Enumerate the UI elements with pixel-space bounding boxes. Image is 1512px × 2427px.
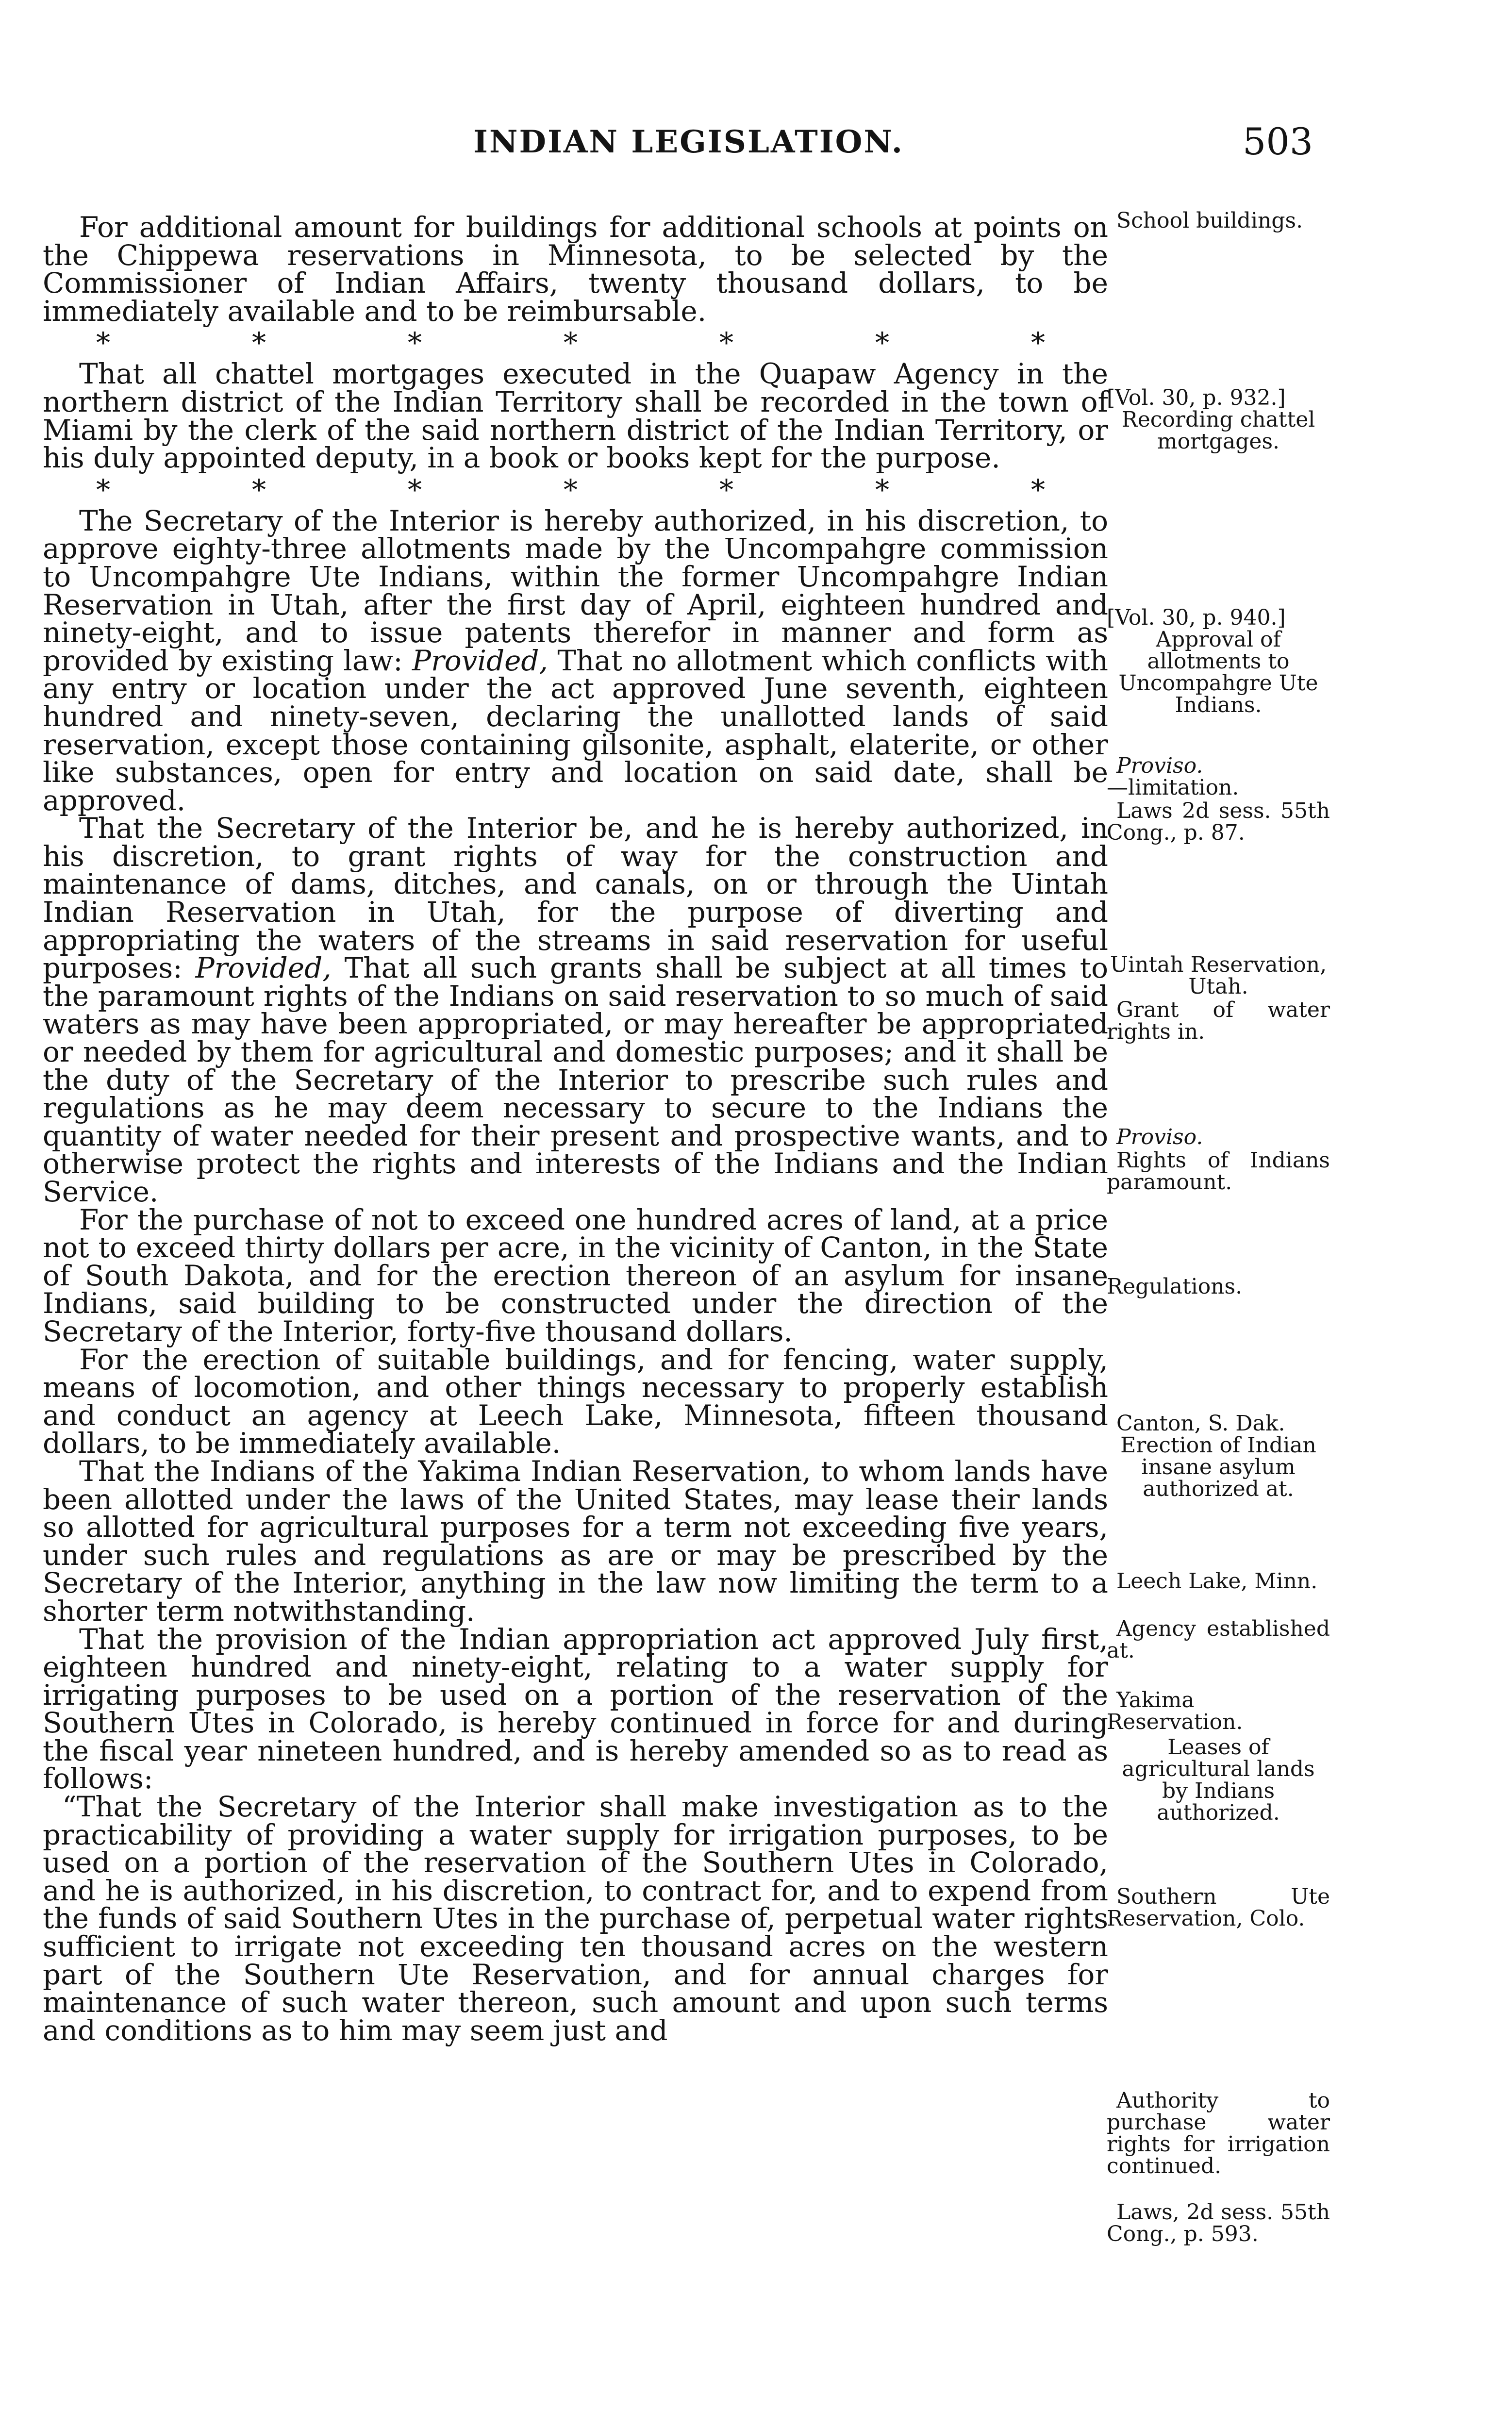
margin-note-limitation: —limitation.: [1107, 775, 1239, 800]
star: *: [96, 326, 110, 360]
star: *: [564, 326, 578, 360]
star: *: [719, 326, 733, 360]
page-number: 503: [1243, 120, 1313, 163]
star: *: [252, 326, 266, 360]
margin-note-vol30-932: [Vol. 30, p. 932.]: [1107, 385, 1286, 410]
margin-note-recording-chattel: Recording chattel mortgages.: [1121, 407, 1315, 454]
section-break-stars: [43, 325, 1045, 360]
margin-note-proviso: Proviso.: [1116, 753, 1203, 778]
paragraph-quoted-provision: “That the Secretary of the Interior shall make investigation as to the practicability of providing a water supply for irrigation purposes, to be used on a portion of the reservation of the Southern Utes in Colorado, and he is authorized, in his discretion, to contract for, and to expend from the funds of said Southern Utes in the purchase of, perpetual water rights sufficient to irrigate not exceeding ten thousand acres on the western part of the Southern Ute Reservation, and for annual charges for maintenance of such water thereon, such amount and upon such terms and conditions as to him may seem just and: [43, 1790, 1108, 2047]
star: *: [875, 473, 889, 506]
paragraph-uintah-water-rights: [43, 812, 1108, 1208]
paragraph-text: The Secretary of the Interior is hereby authorized, in his discretion, to approve eighty-three allotments made by the Uncompahgre commission to Uncompahgre Ute Indians, within the former Uncompahgre Indian Reservation in Utah, after the first day of April, eighteen hundred and ninety-eight, and to issue patents therefor in manner and form as provided by existing law:: [43, 504, 1108, 677]
star: *: [1031, 473, 1045, 506]
provided-italic: Provided,: [195, 951, 332, 985]
paragraph-yakima-leases: That the Indians of the Yakima Indian Reservation, to whom lands have been allotted under the laws of the United States, may lease their lands so allotted for agricultural purposes for a term not exceeding five years, under such rules and regulations as are or may be prescribed by the Secretary of the Interior, anything in the law now limiting the term to a shorter term notwithstanding.: [43, 1454, 1108, 1628]
margin-note-agency-established: Agency established at.: [1107, 1616, 1330, 1663]
running-title: INDIAN LEGISLATION.: [473, 124, 904, 160]
star: *: [719, 473, 733, 506]
star: *: [252, 473, 266, 506]
page-header: [0, 120, 1512, 172]
margin-note-leases: Leases of agricultural lands by Indians authorized.: [1122, 1735, 1315, 1825]
margin-note-proviso: Proviso.: [1116, 1125, 1203, 1149]
margin-note-leech-lake: Leech Lake, Minn.: [1116, 1569, 1318, 1594]
star: *: [408, 473, 422, 506]
star: *: [1031, 326, 1045, 360]
paragraph-text: That the Secretary of the Interior be, and he is hereby authorized, in his discretion, to grant rights of way for the construction and maintenance of dams, ditches, and canals, on or through the Uintah Indian Reservation in Utah, for the purpose of diverting and appropriating the waters of the streams in said reservation for useful purposes:: [43, 812, 1108, 985]
margin-note-yakima: Yakima Reservation.: [1107, 1688, 1243, 1734]
margin-note-erection-asylum: Erection of Indian insane asylum authorized at.: [1120, 1433, 1316, 1501]
margin-note-vol30-940: [Vol. 30, p. 940.]: [1107, 605, 1286, 630]
paragraph-chattel-mortgages: That all chattel mortgages executed in the Quapaw Agency in the northern district of the Indian Territory shall be recorded in the town of Miami by the clerk of the said northern district of the Indian Territory, or his duly appointed deputy, in a book or books kept for the purpose.: [43, 357, 1108, 475]
star: *: [96, 473, 110, 506]
paragraph-canton-asylum: For the purchase of not to exceed one hundred acres of land, at a price not to exceed thirty dollars per acre, in the vicinity of Canton, in the State of South Dakota, and for the erection thereon of an asylum for insane Indians, said building to be constructed under the direction of the Secretary of the Interior, forty-five thousand dollars.: [43, 1203, 1108, 1348]
star: *: [564, 473, 578, 506]
paragraph-text: That all such grants shall be subject at all times to the paramount rights of the Indians on said reservation to so much of said waters as may have been appropriated, or may hereafter be appropriated or needed by them for agricultural and domestic purposes; and it shall be the duty of the Secretary of the Interior to prescribe such rules and regulations as he may deem necessary to secure to the Indians the quantity of water needed for their present and prospective wants, and to otherwise protect the rights and interests of the Indians and the Indian Service.: [43, 951, 1108, 1208]
provided-italic: Provided,: [412, 644, 548, 677]
paragraph-uncompahgre-allotments: [43, 504, 1108, 817]
margin-note-authority: Authority to purchase water rights for irrigation continued.: [1107, 2088, 1330, 2178]
margin-note-regulations: Regulations.: [1107, 1274, 1243, 1299]
margin-note-laws-55-593: Laws, 2d sess. 55th Cong., p. 593.: [1107, 2200, 1330, 2246]
paragraph-text: That no allotment which conflicts with any entry or location under the act approved June seventh, eighteen hundred and ninety-seven, declaring the unallotted lands of said reservation, except those containing gilsonite, asphalt, elaterite, or other like substances, open for entry and location on said date, shall be approved.: [43, 644, 1108, 817]
body-column: [43, 211, 1108, 2047]
star: *: [875, 326, 889, 360]
star: *: [408, 326, 422, 360]
margin-note-rights-indians: Rights of Indians paramount.: [1107, 1148, 1330, 1195]
margin-note-approval-allotments: Approval of allotments to Uncompahgre Ute Indians.: [1118, 627, 1318, 717]
paragraph-southern-ute: That the provision of the Indian appropriation act approved July first, eighteen hundred and ninety-eight, relating to a water supply for irrigating purposes to be used on a portion of the reservation of the Southern Utes in Colorado, is hereby continued in force for and during the fiscal year nineteen hundred, and is hereby amended so as to read as follows:: [43, 1622, 1108, 1795]
margin-note-laws-55-87: Laws 2d sess. 55th Cong., p. 87.: [1107, 798, 1330, 845]
paragraph-school-buildings: For additional amount for buildings for additional schools at points on the Chippewa reservations in Minnesota, to be selected by the Commissioner of Indian Affairs, twenty thousand dollars, to be immediately available and to be reimbursable.: [43, 211, 1108, 328]
margin-note-grant-water: Grant of water rights in.: [1107, 997, 1330, 1044]
margin-note-uintah: Uintah Reservation, Utah.: [1110, 952, 1327, 999]
margin-note-school-buildings: School buildings.: [1116, 208, 1303, 233]
margin-note-canton: Canton, S. Dak.: [1116, 1411, 1285, 1436]
margin-note-southern-ute: Southern Ute Reservation, Colo.: [1107, 1884, 1330, 1931]
paragraph-leech-lake: For the erection of suitable buildings, and for fencing, water supply, means of locomotion, and other things necessary to properly establish and conduct an agency at Leech Lake, Minnesota, fifteen thousand dollars, to be immediately available.: [43, 1343, 1108, 1460]
section-break-stars: [43, 472, 1045, 507]
